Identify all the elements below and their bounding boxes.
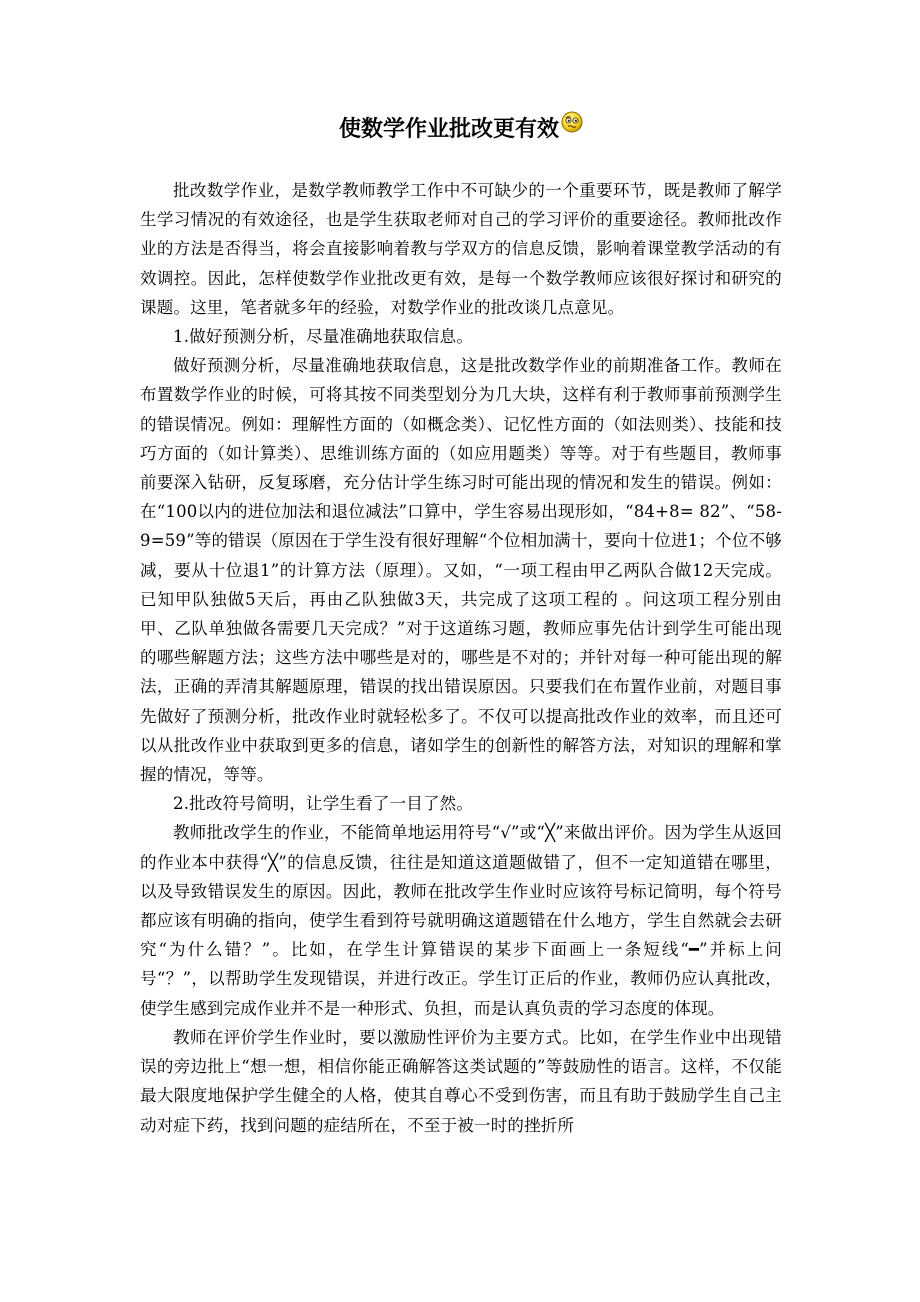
paragraph-section-2: 教师批改学生的作业，不能简单地运用符号“√”或“╳”来做出评价。因为学生从返回的作业本中获得“╳”的信息反馈，往往是知道这道题做错了，但不一定知道错在哪里，以及导致错误发生的原因。因此，教师在批改学生作业时应该符号标记简明，每个符号都应该有明确的指向，使学生看到符号就明确这道题错在什么地方，学生自然就会去研究“为什么错？”。比如，在学生计算错误的某步下面画上一条短线“━”并标上问号“？”，以帮助学生发现错误，并进行改正。学生订正后的作业，教师仍应认真批改，使学生感到完成作业并不是一种形式、负担，而是认真负责的学习态度的体现。: [140, 823, 782, 1018]
thinking-face-icon: [561, 109, 583, 145]
document-title-line: [140, 112, 782, 148]
document-title: 使数学作业批改更有效: [338, 117, 559, 142]
paragraph-section-1: 做好预测分析，尽量准确地获取信息，这是批改数学作业的前期准备工作。教师在布置数学作业的时候，可将其按不同类型划分为几大块，这样有利于教师事前预测学生的错误情况。例如：理解性方面的（如概念类）、记忆性方面的（如法则类）、技能和技巧方面的（如计算类）、思维训练方面的（如应用题类）等等。对于有些题目，教师事前要深入钻研，反复琢磨，充分估计学生练习时可能出现的情况和发生的错误。例如：在“100以内的进位加法和退位减法”口算中，学生容易出现形如，“84+8= 82”、“58-9=59”等的错误（原因在于学生没有很好理解“个位相加满十，要向十位进1；个位不够减，要从十位退1”的计算方法（原理）。又如，“一项工程由甲乙两队合做12天完成。已知甲队独做5天后，再由乙队独做3天，共完成了这项工程的 。问这项工程分别由甲、乙队单独做各需要几天完成？”对于这道练习题，教师应事先估计到学生可能出现的哪些解题方法；这些方法中哪些是对的，哪些是不对的；并针对每一种可能出现的解法，正确的弄清其解题原理，错误的找出错误原因。只要我们在布置作业前，对题目事先做好了预测分析，批改作业时就轻松多了。不仅可以提高批改作业的效率，而且还可以从批改作业中获取到更多的信息，诸如学生的创新性的解答方法，对知识的理解和掌握的情况，等等。: [140, 356, 782, 785]
section-heading-1: 1.做好预测分析，尽量准确地获取信息。: [173, 327, 474, 347]
document-page: [140, 112, 782, 1140]
section-heading-2: 2.批改符号简明，让学生看了一目了然。: [173, 794, 474, 814]
paragraph-intro: 批改数学作业，是数学教师教学工作中不可缺少的一个重要环节，既是教师了解学生学习情况的有效途径，也是学生获取老师对自己的学习评价的重要途径。教师批改作业的方法是否得当，将会直接影响着教与学双方的信息反馈，影响着课堂教学活动的有效调控。因此，怎样使数学作业批改更有效，是每一个数学教师应该很好探讨和研究的课题。这里，笔者就多年的经验，对数学作业的批改谈几点意见。: [140, 181, 782, 317]
paragraph-section-2-cont: 教师在评价学生作业时，要以激励性评价为主要方式。比如，在学生作业中出现错误的旁边批上“想一想，相信你能正确解答这类试题的”等鼓励性的语言。这样，不仅能最大限度地保护学生健全的人格，使其自尊心不受到伤害，而且有助于鼓励学生自己主动对症下药，找到问题的症结所在，不至于被一时的挫折所: [140, 1027, 782, 1135]
